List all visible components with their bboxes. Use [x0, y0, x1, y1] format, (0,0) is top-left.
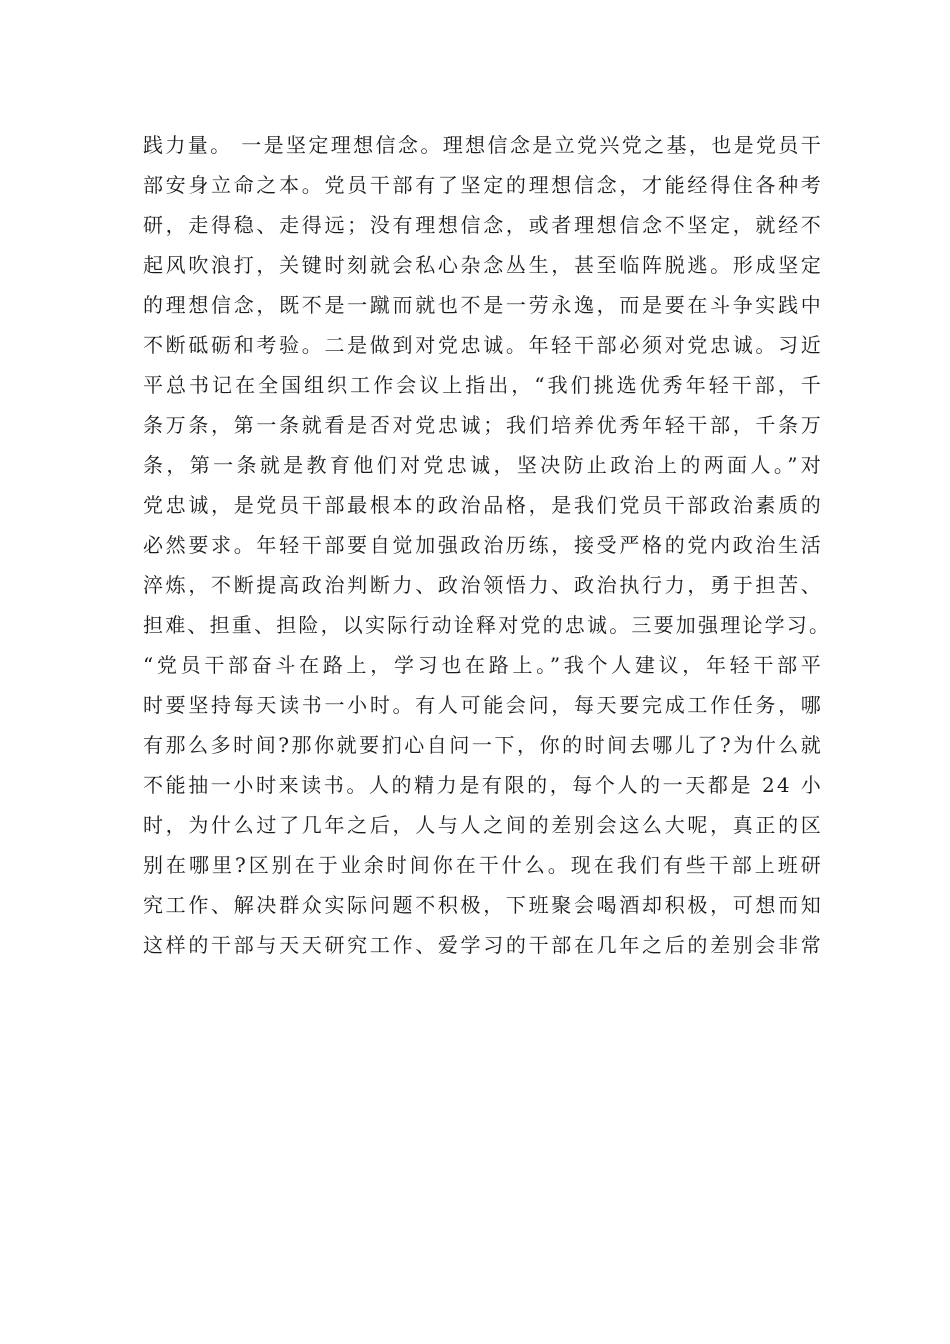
text-line: 践力量。 一是坚定理想信念。理想信念是立党兴党之基，也是党员干 [143, 133, 823, 157]
text-line: 党忠诚，是党员干部最根本的政治品格，是我们党员干部政治素质的 [143, 493, 823, 517]
text-line: 不断砥砺和考验。二是做到对党忠诚。年轻干部必须对党忠诚。习近 [143, 333, 823, 357]
text-line: 有那么多时间?那你就要扪心自问一下，你的时间去哪儿了?为什么就 [143, 733, 823, 757]
text-line: 担难、担重、担险，以实际行动诠释对党的忠诚。三要加强理论学习。 [143, 613, 832, 637]
text-line: “党员干部奋斗在路上，学习也在路上。”我个人建议，年轻干部平 [143, 653, 823, 677]
text-line: 必然要求。年轻干部要自觉加强政治历练，接受严格的党内政治生活 [143, 533, 823, 557]
text-line: 别在哪里?区别在于业余时间你在干什么。现在我们有些干部上班研 [143, 853, 823, 877]
text-line: 淬炼，不断提高政治判断力、政治领悟力、政治执行力，勇于担苦、 [143, 573, 823, 597]
text-line: 条万条，第一条就看是否对党忠诚；我们培养优秀年轻干部，千条万 [143, 413, 823, 437]
text-line: 究工作、解决群众实际问题不积极，下班聚会喝酒却积极，可想而知 [143, 893, 823, 917]
text-line: 这样的干部与天天研究工作、爱学习的干部在几年之后的差别会非常 [143, 933, 823, 957]
text-line: 研，走得稳、走得远；没有理想信念，或者理想信念不坚定，就经不 [143, 213, 823, 237]
text-line: 的理想信念，既不是一蹴而就也不是一劳永逸，而是要在斗争实践中 [143, 293, 823, 317]
body-paragraph [143, 125, 832, 965]
text-line: 部安身立命之本。党员干部有了坚定的理想信念，才能经得住各种考 [143, 173, 823, 197]
text-line: 时，为什么过了几年之后，人与人之间的差别会这么大呢，真正的区 [143, 813, 823, 837]
text-line: 起风吹浪打，关键时刻就会私心杂念丛生，甚至临阵脱逃。形成坚定 [143, 253, 823, 277]
text-line: 平总书记在全国组织工作会议上指出，“我们挑选优秀年轻干部，千 [143, 373, 823, 397]
text-line: 时要坚持每天读书一小时。有人可能会问，每天要完成工作任务，哪 [143, 693, 823, 717]
text-line: 不能抽一小时来读书。人的精力是有限的，每个人的一天都是 24 小 [143, 773, 823, 797]
text-line: 条，第一条就是教育他们对党忠诚，坚决防止政治上的两面人。”对 [143, 453, 823, 477]
